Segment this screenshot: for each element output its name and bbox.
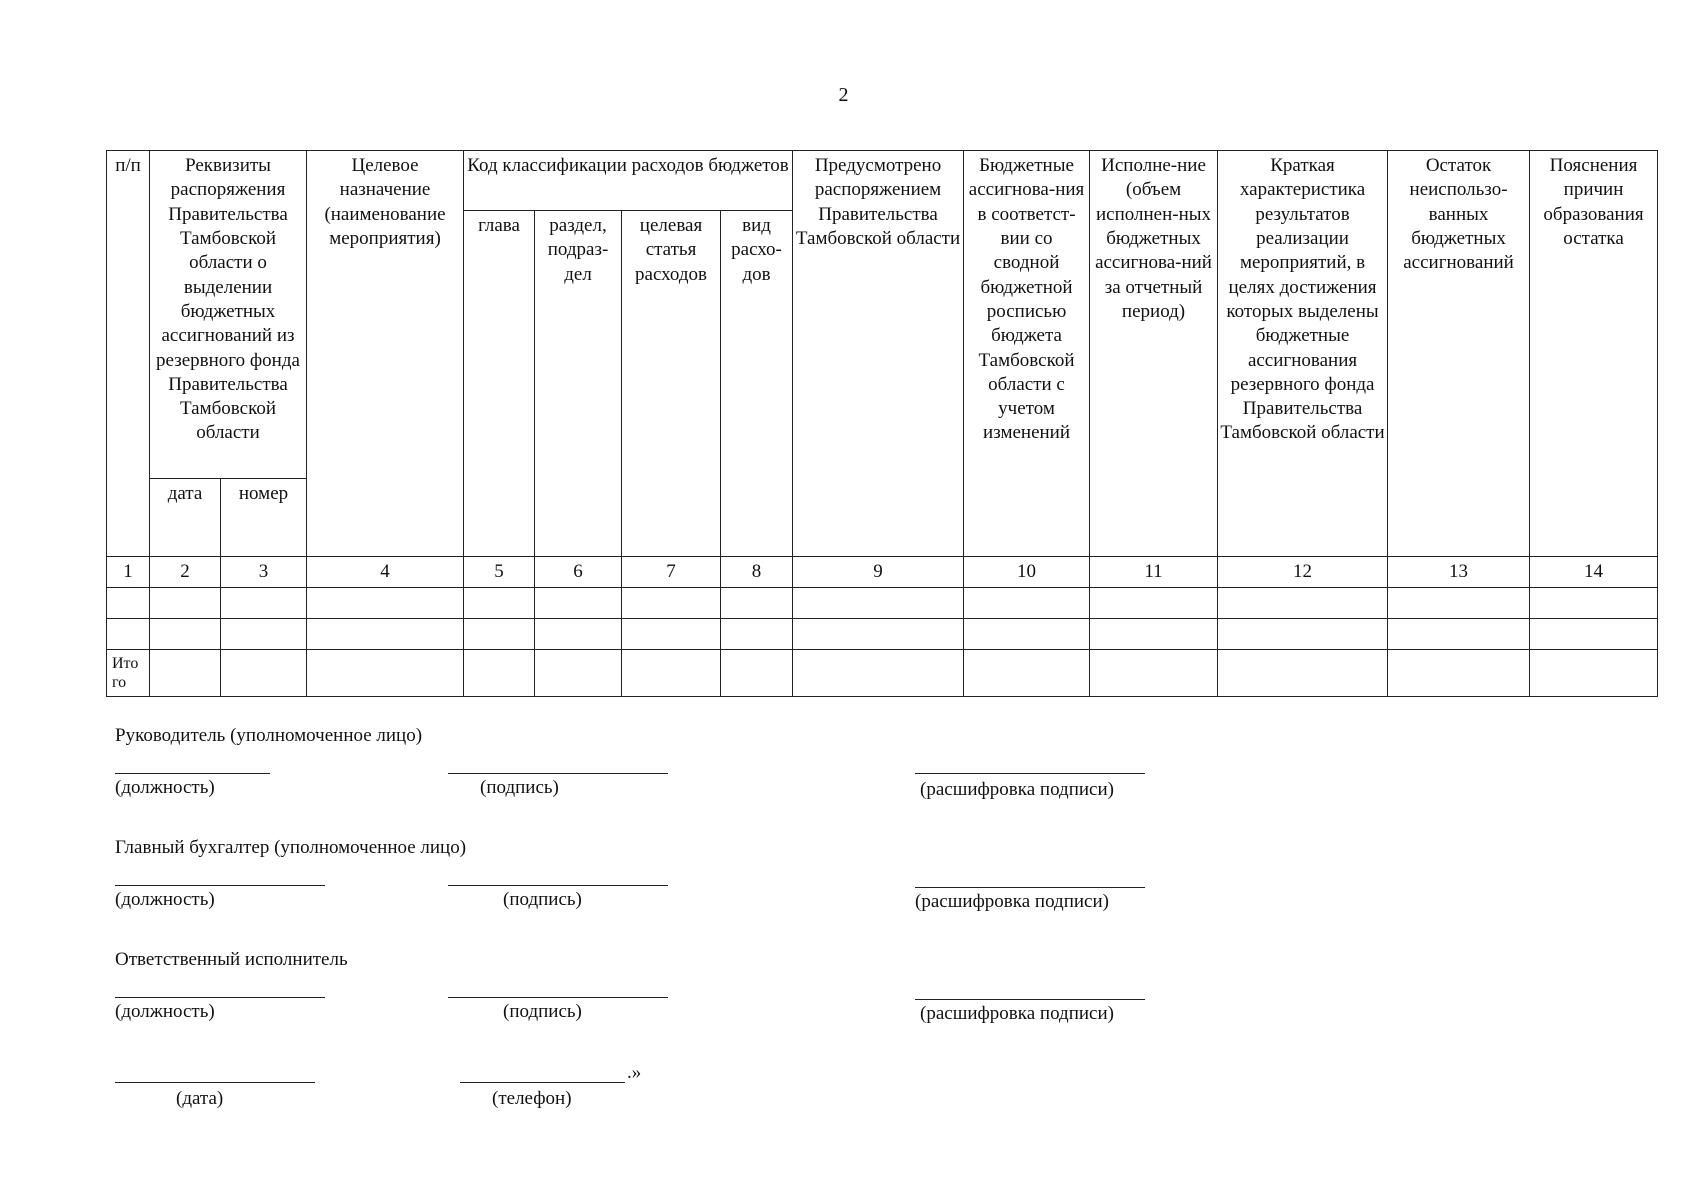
accountant-title: Главный бухгалтер (уполномоченное лицо)	[115, 837, 467, 858]
table-cell	[964, 588, 1090, 619]
column-number: 11	[1090, 557, 1218, 588]
table-cell	[150, 650, 221, 697]
table-cell	[464, 619, 535, 650]
column-number: 4	[307, 557, 464, 588]
column-number: 2	[150, 557, 221, 588]
executor-signature-label: (подпись)	[503, 1001, 582, 1022]
table-cell	[793, 619, 964, 650]
table-cell	[1218, 650, 1388, 697]
table-cell	[221, 588, 307, 619]
table-cell	[1388, 650, 1530, 697]
table-cell	[221, 619, 307, 650]
executor-signature-line	[448, 997, 668, 998]
header-target-article: целевая статья расходов	[622, 211, 721, 557]
header-remainder: Остаток неиспользо-ванных бюджетных ассигнований	[1388, 151, 1530, 557]
accountant-signature-label: (подпись)	[503, 889, 582, 910]
header-date: дата	[150, 479, 221, 557]
table-cell	[622, 650, 721, 697]
head-decoding-label: (расшифровка подписи)	[920, 779, 1114, 800]
table-cell	[1388, 619, 1530, 650]
header-number: номер	[221, 479, 307, 557]
head-position-line	[115, 773, 270, 774]
table-cell	[793, 650, 964, 697]
total-row	[107, 650, 1658, 697]
table-cell	[1530, 650, 1658, 697]
table-cell	[307, 650, 464, 697]
header-allocations: Бюджетные ассигнова-ния в соответст-вии со сводной бюджетной росписью бюджета Тамбовской области с учетом изменений	[964, 151, 1090, 557]
date-line	[115, 1082, 315, 1083]
column-number: 1	[107, 557, 150, 588]
table-cell	[1218, 619, 1388, 650]
table-cell	[1530, 619, 1658, 650]
table-row	[107, 619, 1658, 650]
accountant-position-label: (должность)	[115, 889, 215, 910]
header-results: Краткая характеристика результатов реализации мероприятий, в целях достижения которых выделены бюджетные ассигнования резервного фонда Правительства Тамбовской области	[1218, 151, 1388, 557]
table-cell	[307, 588, 464, 619]
table-cell	[1090, 619, 1218, 650]
column-number: 7	[622, 557, 721, 588]
closing-mark: .»	[627, 1062, 642, 1083]
executor-position-line	[115, 997, 325, 998]
column-numbers-row	[107, 557, 1658, 588]
phone-label: (телефон)	[492, 1088, 572, 1109]
header-provided: Предусмотрено распоряжением Правительства Тамбовской области	[793, 151, 964, 557]
table-cell	[307, 619, 464, 650]
report-table	[106, 150, 1658, 697]
header-section: раздел, подраз-дел	[535, 211, 622, 557]
table-cell	[622, 619, 721, 650]
column-number: 9	[793, 557, 964, 588]
head-signature-line	[448, 773, 668, 774]
table-cell	[1090, 650, 1218, 697]
head-signature-label: (подпись)	[480, 777, 559, 798]
table-cell	[150, 619, 221, 650]
table-cell	[622, 588, 721, 619]
table-cell	[535, 619, 622, 650]
table-cell	[1218, 588, 1388, 619]
phone-line	[460, 1082, 625, 1083]
table-cell	[150, 588, 221, 619]
column-number: 3	[221, 557, 307, 588]
page-number: 2	[838, 84, 849, 106]
table-cell	[964, 619, 1090, 650]
accountant-position-line	[115, 885, 325, 886]
table-cell	[964, 650, 1090, 697]
header-expense-type: вид расхо-дов	[721, 211, 793, 557]
header-chapter: глава	[464, 211, 535, 557]
date-label: (дата)	[176, 1088, 224, 1109]
executor-decoding-label: (расшифровка подписи)	[920, 1003, 1114, 1024]
header-execution: Исполне-ние (объем исполнен-ных бюджетных ассигнова-ний за отчетный период)	[1090, 151, 1218, 557]
table-cell	[464, 588, 535, 619]
column-number: 8	[721, 557, 793, 588]
head-position-label: (должность)	[115, 777, 215, 798]
table-cell	[721, 619, 793, 650]
table-cell	[107, 619, 150, 650]
column-number: 14	[1530, 557, 1658, 588]
accountant-decoding-label: (расшифровка подписи)	[915, 891, 1109, 912]
accountant-signature-line	[448, 885, 668, 886]
column-number: 10	[964, 557, 1090, 588]
head-title: Руководитель (уполномоченное лицо)	[115, 725, 423, 746]
executor-decoding-line	[915, 999, 1145, 1000]
header-classification: Код классификации расходов бюджетов	[464, 151, 793, 211]
head-decoding-line	[915, 773, 1145, 774]
table-cell	[1530, 588, 1658, 619]
table-cell	[793, 588, 964, 619]
table-cell	[721, 650, 793, 697]
table-cell	[721, 588, 793, 619]
header-explanation: Пояснения причин образования остатка	[1530, 151, 1658, 557]
column-number: 6	[535, 557, 622, 588]
table-row	[107, 588, 1658, 619]
column-number: 5	[464, 557, 535, 588]
executor-title: Ответственный исполнитель	[115, 949, 348, 970]
table-cell	[535, 588, 622, 619]
header-requisites: Реквизиты распоряжения Правительства Тамбовской области о выделении бюджетных ассигнований из резервного фонда Правительства Тамбовской области	[150, 151, 307, 479]
accountant-decoding-line	[915, 887, 1145, 888]
header-row-number: п/п	[107, 151, 150, 557]
header-purpose: Целевое назначение (наименование мероприятия)	[307, 151, 464, 557]
column-number: 12	[1218, 557, 1388, 588]
total-label: Ито го	[107, 650, 150, 697]
table-cell	[1090, 588, 1218, 619]
column-number: 13	[1388, 557, 1530, 588]
table-cell	[1388, 588, 1530, 619]
table-cell	[221, 650, 307, 697]
table-cell	[107, 588, 150, 619]
table-cell	[464, 650, 535, 697]
executor-position-label: (должность)	[115, 1001, 215, 1022]
table-cell	[535, 650, 622, 697]
